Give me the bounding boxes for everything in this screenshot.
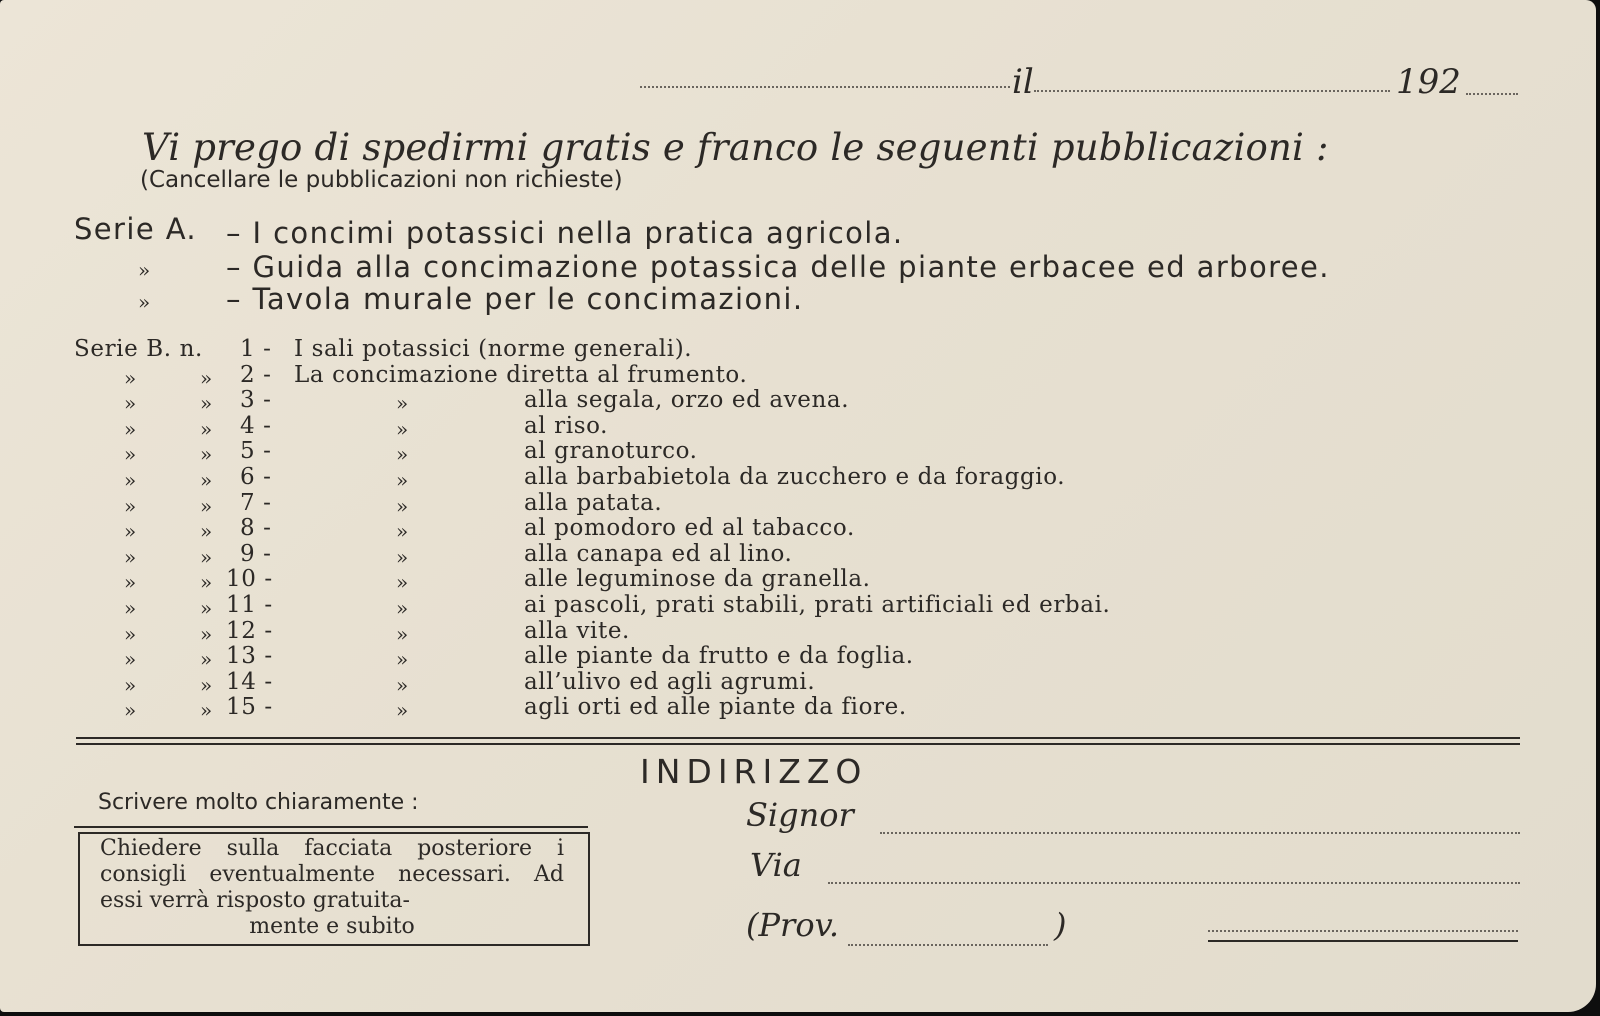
serie-b-number: 1 - [240,336,272,362]
ditto-mark: » [396,417,409,441]
ditto-mark: » [124,468,137,492]
prov-line [848,944,1048,946]
serie-b-number: 8 - [240,515,272,541]
note-body: Chiedere sulla facciata posteriore i consigli eventualmente necessari. Ad essi verrà risposto gratuita- [100,836,564,913]
via-line [828,882,1520,884]
date-day-line [1034,90,1390,92]
serie-b-subject: ai pascoli, prati stabili, prati artificiali ed erbai. [524,592,1111,618]
serie-b-subject: I sali potassici (norme generali). [294,336,693,362]
ditto-mark: » [124,622,137,646]
serie-a-label: Serie A. [74,212,198,246]
ditto-mark: » [124,366,137,390]
ditto-mark: » [124,494,137,518]
ditto-mark: » [396,545,409,569]
ditto-mark: » [396,673,409,697]
ditto-mark: » [124,442,137,466]
prov-close-label: ) [1054,906,1067,944]
serie-b-subject: al riso. [524,413,609,439]
city-dotted-line [1208,930,1518,932]
date-place-line [640,86,1010,88]
ditto-mark: » [396,622,409,646]
ditto-mark: » [124,596,137,620]
ditto-mark: » [396,596,409,620]
serie-b-subject: al granoturco. [524,438,698,464]
serie-b-subject: alle leguminose da granella. [524,566,871,592]
prov-open-label: (Prov. [746,906,840,944]
serie-b-number: 6 - [240,464,272,490]
note-last-line: mente e subito [249,914,415,939]
serie-b-number: 3 - [240,387,272,413]
ditto-mark: » [396,519,409,543]
ditto-mark: » [200,647,213,671]
date-il: il [1012,62,1034,102]
note-text [100,836,564,940]
serie-b-subject: all’ulivo ed agli agrumi. [524,669,816,695]
serie-b-subject: alla canapa ed al lino. [524,541,793,567]
serie-b-number: 7 - [240,490,272,516]
serie-b-number: 14 - [226,669,273,695]
serie-b-subject: alla barbabietola da zucchero e da foraggio. [524,464,1066,490]
ditto-mark: » [124,545,137,569]
request-subheading: (Cancellare le pubblicazioni non richieste) [140,167,623,193]
ditto-mark: » [200,519,213,543]
ditto-mark: » [124,519,137,543]
ditto-mark: » [124,698,137,722]
ditto-mark: » [396,391,409,415]
ditto-mark: » [124,417,137,441]
serie-a-item: – Guida alla concimazione potassica delle piante erbacee ed arboree. [226,250,1330,284]
serie-b-subject: La concimazione diretta al frumento. [294,362,748,388]
ditto-mark: » [396,570,409,594]
divider-rule [76,743,1520,745]
note-label: Scrivere molto chiaramente : [98,790,419,815]
ditto-mark: » [124,647,137,671]
ditto-mark: » [396,442,409,466]
request-heading: Vi prego di spedirmi gratis e franco le seguenti pubblicazioni : [142,126,1329,169]
ditto-mark: » [396,698,409,722]
serie-b-number: 13 - [226,643,273,669]
serie-b-number: 15 - [226,694,273,720]
serie-b-subject: alla segala, orzo ed avena. [524,387,850,413]
date-year-line [1466,93,1518,95]
ditto-mark: » [200,442,213,466]
address-title: INDIRIZZO [640,752,868,791]
ditto-mark: » [396,647,409,671]
ditto-mark: » [138,258,151,282]
ditto-mark: » [124,570,137,594]
ditto-mark: » [200,673,213,697]
signor-line [880,832,1520,834]
serie-b-number: 2 - [240,362,272,388]
ditto-mark: » [200,417,213,441]
serie-b-number: 11 - [226,592,273,618]
ditto-mark: » [200,494,213,518]
ditto-mark: » [200,468,213,492]
serie-b-subject: agli orti ed alle piante da fiore. [524,694,907,720]
ditto-mark: » [200,391,213,415]
serie-b-subject: alla vite. [524,618,630,644]
ditto-mark: » [396,468,409,492]
serie-b-number: 10 - [226,566,273,592]
via-label: Via [750,846,802,884]
ditto-mark: » [200,570,213,594]
note-top-rule [74,826,588,828]
ditto-mark: » [200,366,213,390]
serie-a-item: – Tavola murale per le concimazioni. [226,282,804,316]
serie-b-number: 5 - [240,438,272,464]
ditto-mark: » [200,698,213,722]
ditto-mark: » [200,622,213,646]
city-rule [1208,940,1518,942]
ditto-mark: » [200,596,213,620]
serie-b-number: 4 - [240,413,272,439]
serie-b-label: Serie B. n. [74,336,203,362]
ditto-mark: » [200,545,213,569]
serie-a-item: – I concimi potassici nella pratica agricola. [226,216,904,250]
divider-rule [76,737,1520,739]
date-year: 192 [1396,62,1461,102]
serie-b-number: 9 - [240,541,272,567]
serie-b-number: 12 - [226,618,273,644]
ditto-mark: » [396,494,409,518]
ditto-mark: » [138,290,151,314]
serie-b-subject: al pomodoro ed al tabacco. [524,515,855,541]
ditto-mark: » [124,391,137,415]
ditto-mark: » [124,673,137,697]
serie-b-subject: alla patata. [524,490,663,516]
serie-b-subject: alle piante da frutto e da foglia. [524,643,914,669]
note-box [78,832,590,946]
signor-label: Signor [746,796,854,834]
